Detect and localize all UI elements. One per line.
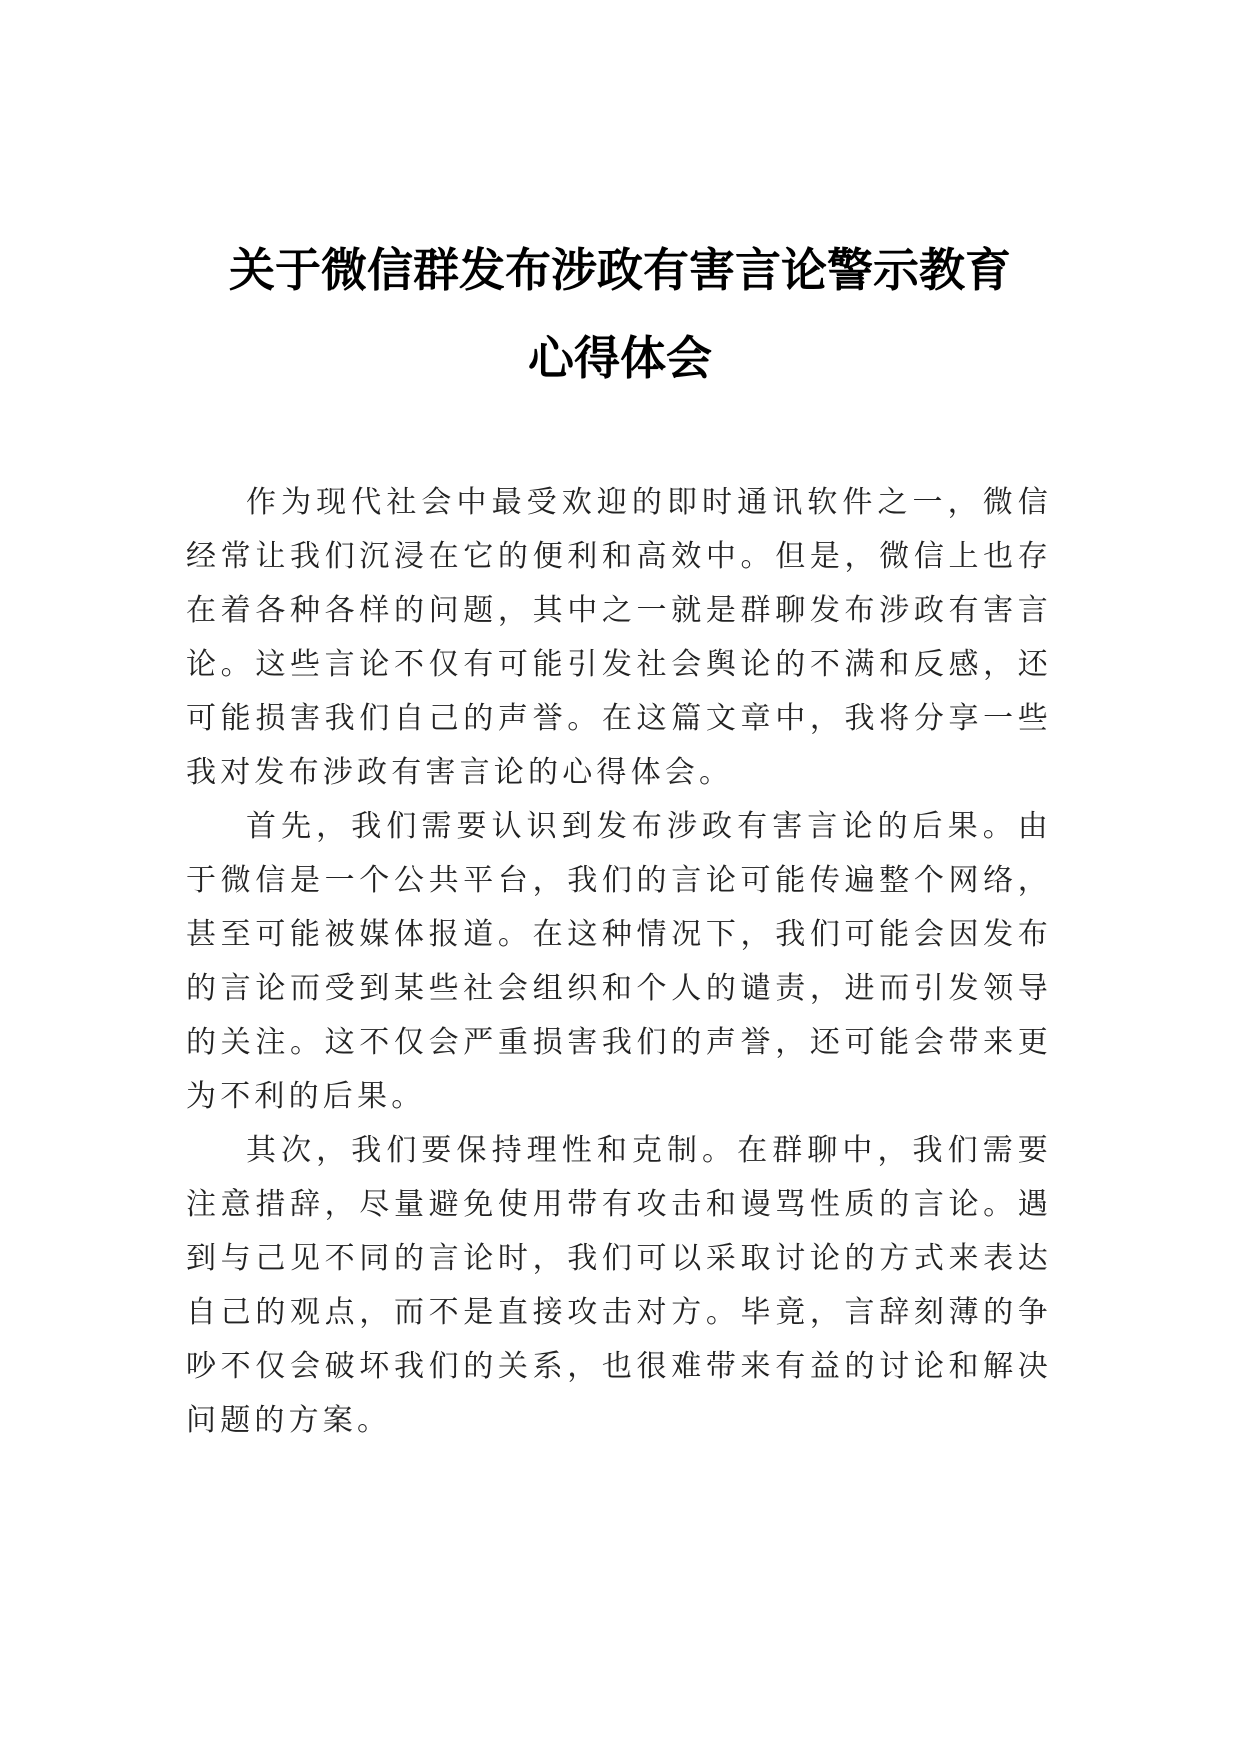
document-title-line-1: 关于微信群发布涉政有害言论警示教育 xyxy=(229,243,1011,297)
body-paragraph-3: 其次，我们要保持理性和克制。在群聊中，我们需要注意措辞，尽量避免使用带有攻击和谩骂性质的言论。遇到与己见不同的言论时，我们可以采取讨论的方式来表达自己的观点，而不是直接攻击对方。毕竟，言辞刻薄的争吵不仅会破坏我们的关系，也很难带来有益的讨论和解决问题的方案。 xyxy=(186,1133,1052,1438)
body-paragraph-1: 作为现代社会中最受欢迎的即时通讯软件之一，微信经常让我们沉浸在它的便利和高效中。但是，微信上也存在着各种各样的问题，其中之一就是群聊发布涉政有害言论。这些言论不仅有可能引发社会舆论的不满和反感，还可能损害我们自己的声誉。在这篇文章中，我将分享一些我对发布涉政有害言论的心得体会。 xyxy=(186,485,1052,790)
document-body xyxy=(186,476,1052,1448)
document-title-line-2: 心得体会 xyxy=(528,331,712,385)
body-paragraph-2: 首先，我们需要认识到发布涉政有害言论的后果。由于微信是一个公共平台，我们的言论可能传遍整个网络，甚至可能被媒体报道。在这种情况下，我们可能会因发布的言论而受到某些社会组织和个人的谴责，进而引发领导的关注。这不仅会严重损害我们的声誉，还可能会带来更为不利的后果。 xyxy=(186,809,1052,1114)
